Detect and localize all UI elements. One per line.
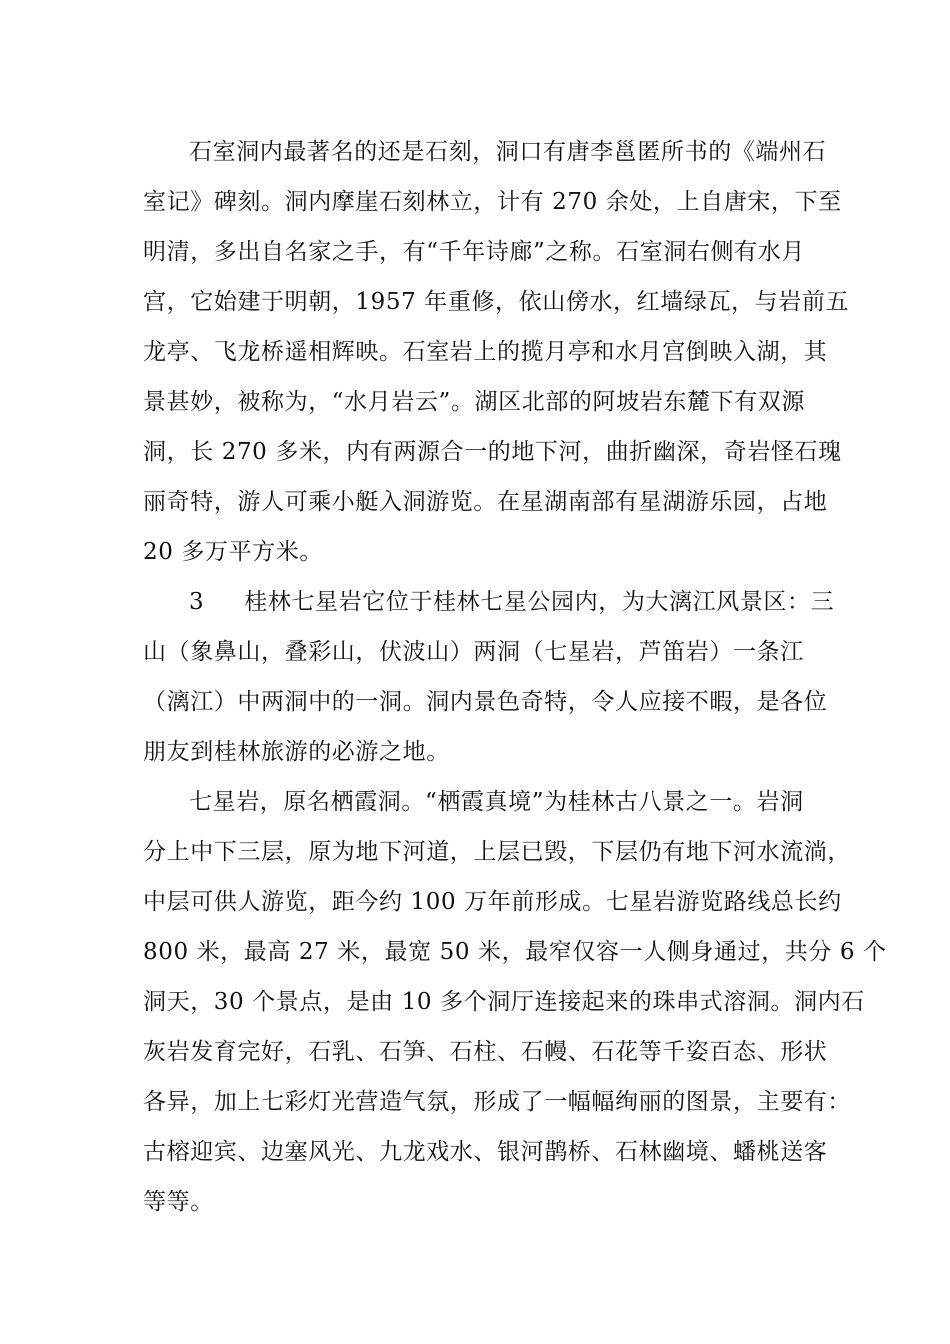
paragraph-3-line-3: 中层可供人游览，距今约 100 万年前形成。七星岩游览路线总长约 (143, 889, 842, 915)
paragraph-3-line-8: 古榕迎宾、边塞风光、九龙戏水、银河鹊桥、石林幽境、蟠桃送客 (143, 1139, 828, 1165)
paragraph-1-line-9: 20 多万平方米。 (143, 539, 323, 565)
paragraph-2-line-1-text: 桂林七星岩它位于桂林七星公园内，为大漓江风景区：三 (244, 589, 835, 615)
paragraph-1-line-5: 龙亭、飞龙桥遥相辉映。石室岩上的揽月亭和水月宫倒映入湖，其 (143, 339, 828, 365)
paragraph-1-line-7: 洞，长 270 多米，内有两源合一的地下河，曲折幽深，奇岩怪石瑰 (143, 439, 842, 465)
paragraph-3-line-9: 等等。 (143, 1189, 214, 1215)
paragraph-3-line-7: 各异，加上七彩灯光营造气氛，形成了一幅幅绚丽的图景，主要有： (143, 1089, 851, 1115)
paragraph-1-line-8: 丽奇特，游人可乘小艇入洞游览。在星湖南部有星湖游乐园，占地 (143, 489, 828, 515)
paragraph-1-line-4: 宫，它始建于明朝，1957 年重修，依山傍水，红墙绿瓦，与岩前五 (143, 289, 850, 315)
paragraph-2-line-2: 山（象鼻山，叠彩山，伏波山）两洞（七星岩，芦笛岩）一条江 (143, 639, 804, 665)
paragraph-3-line-5: 洞天，30 个景点，是由 10 多个洞厅连接起来的珠串式溶洞。洞内石 (143, 989, 865, 1015)
paragraph-1-line-2: 室记》碑刻。洞内摩崖石刻林立，计有 270 余处，上自唐宋，下至 (143, 189, 842, 215)
paragraph-3-line-4: 800 米，最高 27 米，最宽 50 米，最窄仅容一人侧身通过，共分 6 个 (143, 939, 887, 965)
paragraph-1-line-1: 石室洞内最著名的还是石刻，洞口有唐李邕匿所书的《端州石 (189, 139, 827, 165)
paragraph-2-line-1 (189, 586, 834, 618)
paragraph-2-line-3: （漓江）中两洞中的一洞。洞内景色奇特，令人应接不暇，是各位 (143, 689, 828, 715)
paragraph-3-line-1: 七星岩，原名栖霞洞。“栖霞真境”为桂林古八景之一。岩洞 (189, 789, 804, 815)
paragraph-1-line-3: 明清，多出自名家之手，有“千年诗廊”之称。石室洞右侧有水月 (143, 239, 805, 265)
paragraph-2-line-4: 朋友到桂林旅游的必游之地。 (143, 739, 450, 765)
paragraph-3-line-2: 分上中下三层，原为地下河道，上层已毁，下层仍有地下河水流淌， (143, 839, 851, 865)
section-number: 3 (189, 589, 205, 615)
paragraph-1-line-6: 景甚妙，被称为，“水月岩云”。湖区北部的阿坡岩东麓下有双源 (143, 389, 805, 415)
paragraph-3-line-6: 灰岩发育完好，石乳、石笋、石柱、石幔、石花等千姿百态、形状 (143, 1039, 828, 1065)
